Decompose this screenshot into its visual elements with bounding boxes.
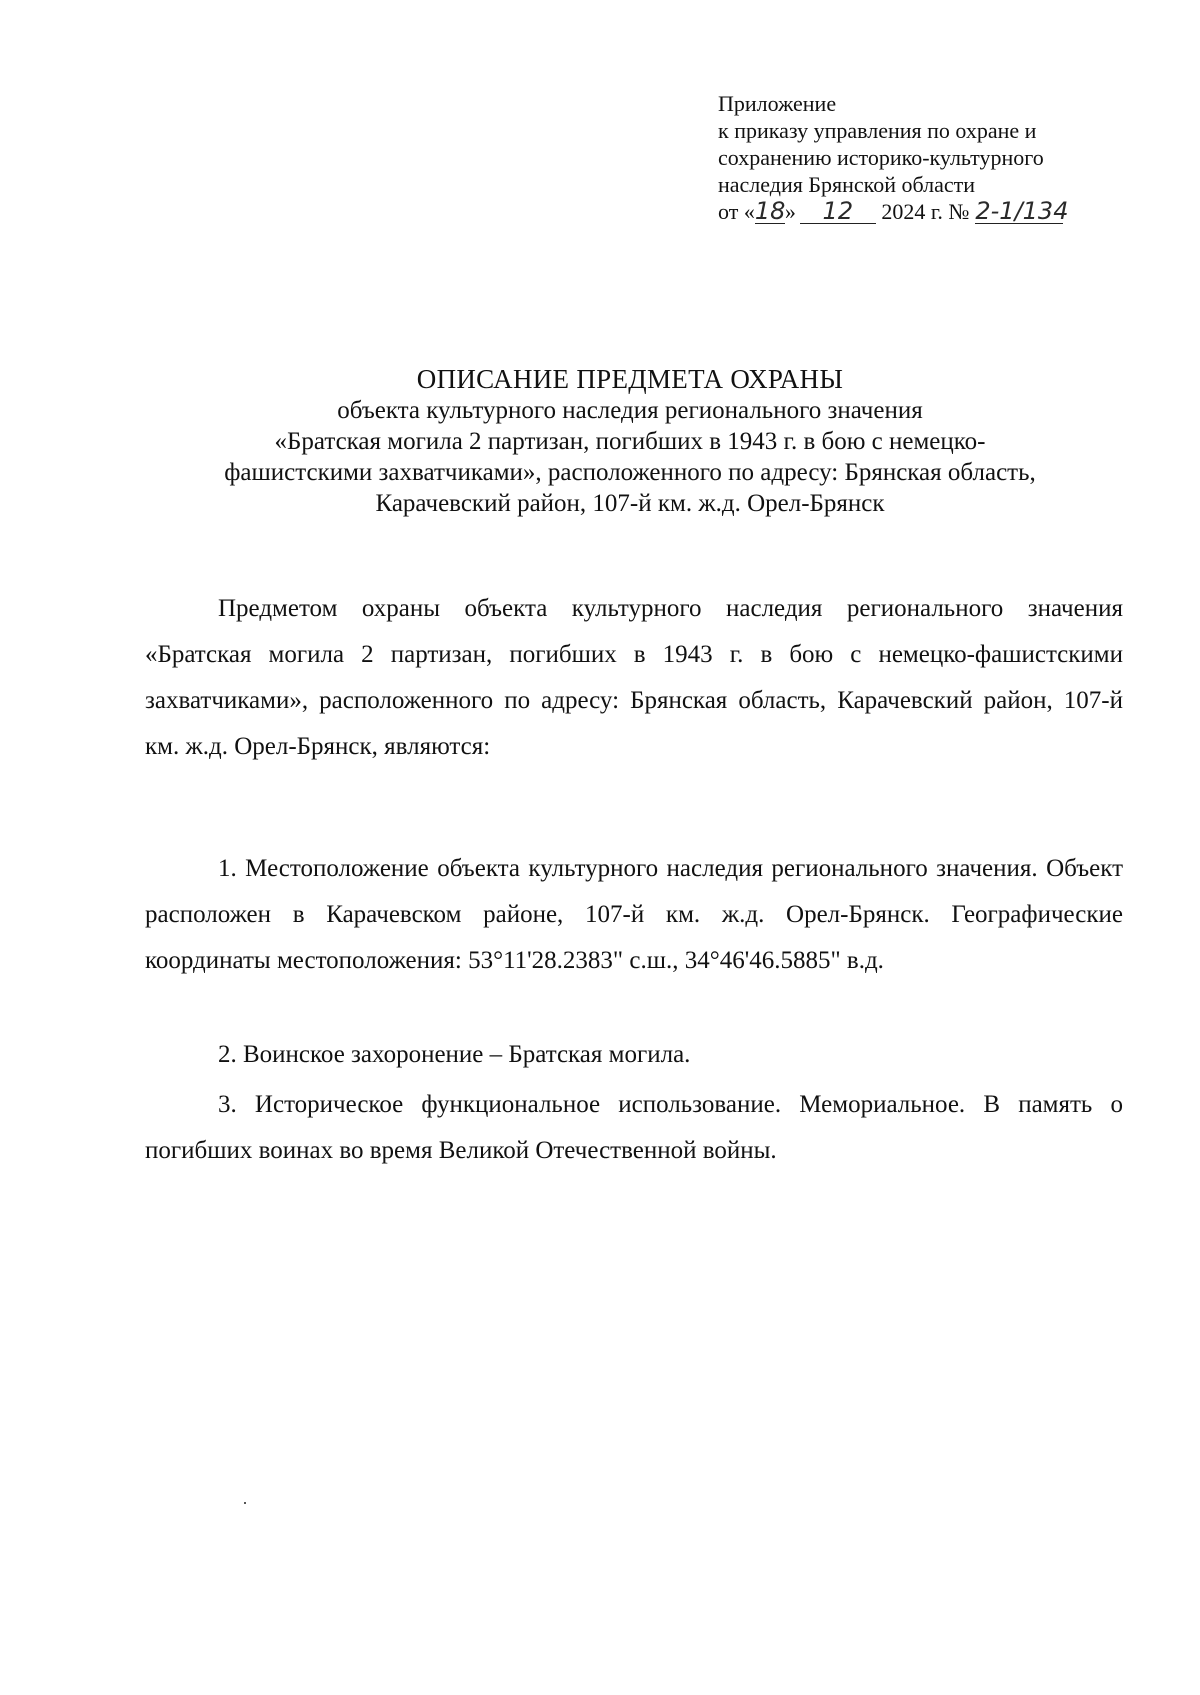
item-1-section	[145, 846, 1123, 984]
date-mid: »	[784, 199, 796, 224]
document-title	[130, 364, 1130, 519]
date-prefix: от «	[718, 199, 755, 224]
appendix-order-line: сохранению историко-культурного	[718, 145, 1044, 170]
intro-section	[145, 586, 1123, 770]
stray-mark	[244, 1502, 246, 1504]
date-year: 2024 г. №	[881, 199, 970, 224]
appendix-order-line: наследия Брянской области	[718, 172, 976, 197]
handwritten-day: 18	[754, 197, 786, 225]
appendix-label: Приложение	[718, 91, 837, 116]
date-day-field	[754, 197, 786, 225]
item-1-paragraph: 1. Местоположение объекта культурного наследия регионального значения. Объект расположен в Карачевском районе, 107-й км. ж.д. Орел-Брянск. Географические координаты местоположения: 53°11'28.2383" с.ш., 34°46'46.5885" в.д.	[145, 855, 1123, 974]
item-3-section	[145, 1082, 1123, 1174]
item-2-paragraph: 2. Воинское захоронение – Братская могила.	[218, 1041, 691, 1068]
title-line: Карачевский район, 107-й км. ж.д. Орел-Брянск	[375, 490, 885, 517]
handwritten-month: 12	[822, 197, 854, 225]
title-line: фашистскими захватчиками», расположенного по адресу: Брянская область,	[224, 459, 1036, 486]
item-3-paragraph: 3. Историческое функциональное использование. Мемориальное. В память о погибших воинах во время Великой Отечественной войны.	[145, 1091, 1123, 1164]
intro-paragraph: Предметом охраны объекта культурного наследия регионального значения «Братская могила 2 партизан, погибших в 1943 г. в бою с немецко-фашистскими захватчиками», расположенного по адресу: Брянская область, Карачевский район, 107-й км. ж.д. Орел-Брянск, являются:	[145, 595, 1123, 760]
title-line: «Братская могила 2 партизан, погибших в 1943 г. в бою с немецко-	[274, 428, 986, 455]
handwritten-number: 2-1/134	[975, 197, 1069, 225]
date-month-field	[800, 197, 876, 225]
appendix-header	[718, 90, 1138, 225]
appendix-date-line	[718, 198, 1138, 225]
item-2-section	[145, 1032, 1123, 1078]
title-main: ОПИСАНИЕ ПРЕДМЕТА ОХРАНЫ	[416, 364, 844, 394]
appendix-order-line: к приказу управления по охране и	[718, 118, 1037, 143]
order-number-field	[975, 197, 1069, 225]
title-line: объекта культурного наследия регионального значения	[337, 397, 923, 424]
